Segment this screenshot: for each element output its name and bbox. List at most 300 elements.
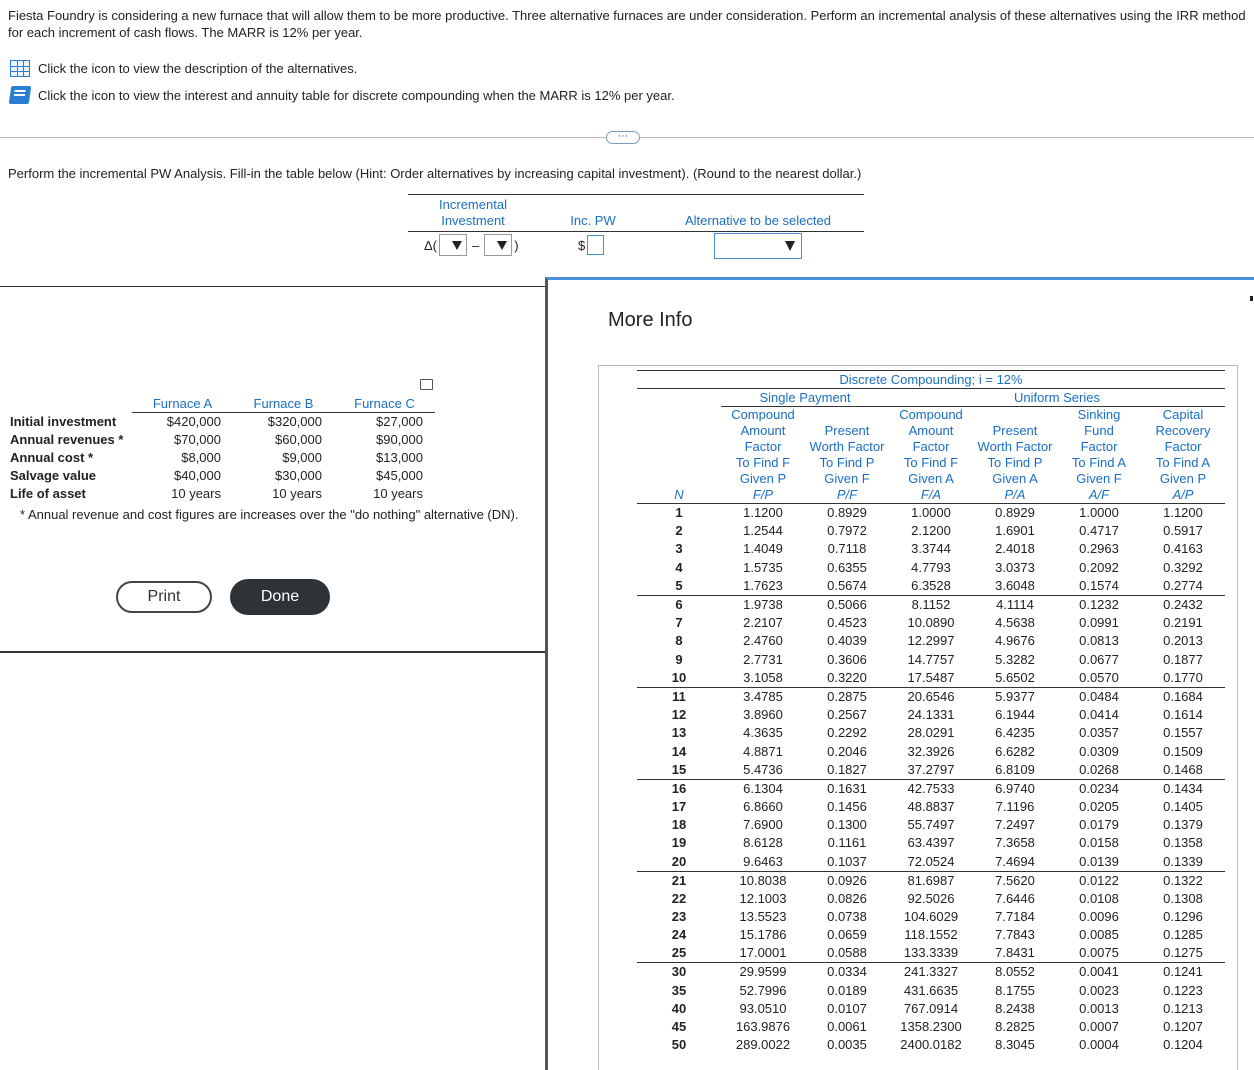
cell: $320,000 bbox=[267, 413, 322, 429]
table-row bbox=[637, 871, 1225, 890]
interest-table-link-text[interactable]: Click the icon to view the interest and annuity table for discrete compounding when the MARR is 12% per year. bbox=[38, 87, 675, 103]
header-line: Factor bbox=[912, 439, 950, 454]
incremental-investment-cell bbox=[424, 234, 519, 256]
corner-cell bbox=[10, 395, 132, 412]
factor-cell: 0.7972 bbox=[827, 523, 867, 539]
blank bbox=[637, 389, 721, 407]
annual-cost-row bbox=[10, 448, 435, 466]
table-row bbox=[637, 706, 1225, 724]
factor-cell: 6.1304 bbox=[721, 779, 805, 798]
period-cell: 19 bbox=[671, 835, 687, 851]
factor-cell: 2.4760 bbox=[743, 633, 783, 649]
inc-pw-input[interactable] bbox=[587, 235, 604, 255]
factor-header bbox=[889, 407, 973, 504]
factor-cell: 6.8660 bbox=[743, 798, 783, 814]
dollar-sign: $ bbox=[578, 237, 586, 253]
cell: $40,000 bbox=[174, 467, 221, 483]
inc-pw-cell bbox=[578, 235, 604, 255]
factor-cell: 7.7843 bbox=[995, 927, 1035, 943]
factor-cell: 8.2825 bbox=[995, 1019, 1035, 1035]
factor-cell: 8.3045 bbox=[995, 1037, 1035, 1053]
factor-cell: 0.0268 bbox=[1079, 761, 1119, 777]
factor-cell: 5.4736 bbox=[743, 761, 783, 777]
factor-cell: 0.6355 bbox=[827, 559, 867, 575]
factor-cell: 0.1207 bbox=[1163, 1019, 1203, 1035]
factor-cell: 6.3528 bbox=[911, 577, 951, 593]
factor-header bbox=[805, 407, 889, 504]
factor-cell: 0.0334 bbox=[805, 963, 889, 982]
factor-cell: 81.6987 bbox=[889, 871, 973, 890]
factor-cell: 7.7184 bbox=[995, 909, 1035, 924]
period-cell: 24 bbox=[671, 927, 687, 943]
period-cell: 45 bbox=[671, 1019, 687, 1035]
header-line: Fund bbox=[1084, 423, 1114, 438]
period-cell: 14 bbox=[671, 743, 687, 759]
factor-cell: 13.5523 bbox=[739, 909, 787, 924]
inc-table-bottom-rule bbox=[408, 231, 864, 232]
factor-cell: 0.0357 bbox=[1079, 725, 1119, 741]
factor-cell: 0.0023 bbox=[1079, 982, 1119, 998]
table-row bbox=[637, 981, 1225, 999]
period-cell: 6 bbox=[637, 595, 721, 614]
table-row bbox=[637, 669, 1225, 688]
book-icon[interactable] bbox=[9, 86, 32, 104]
factor-cell: 1.5735 bbox=[743, 559, 783, 575]
factor-cell: 241.3327 bbox=[889, 963, 973, 982]
table-row bbox=[637, 577, 1225, 596]
table-row bbox=[637, 1000, 1225, 1018]
header-line: Factor bbox=[1164, 439, 1202, 454]
more-button[interactable]: ⋯ bbox=[606, 131, 640, 144]
table-row bbox=[637, 890, 1225, 908]
factor-header bbox=[721, 407, 805, 504]
dash: – bbox=[472, 237, 480, 253]
factor-cell: 5.6502 bbox=[995, 669, 1035, 685]
factor-cell: 0.3220 bbox=[827, 669, 867, 685]
factor-cell: 2.2107 bbox=[743, 615, 783, 631]
factor-cell: 12.2997 bbox=[907, 633, 955, 649]
factor-cell: 0.0007 bbox=[1079, 1019, 1119, 1035]
factor-cell: 2400.0182 bbox=[900, 1037, 962, 1053]
popup-title: More Info bbox=[608, 309, 693, 331]
factor-cell: 0.4039 bbox=[827, 633, 867, 649]
factor-cell: 3.0373 bbox=[995, 559, 1035, 575]
factor-cell: 7.4694 bbox=[995, 853, 1035, 869]
factor-cell: 0.3606 bbox=[827, 651, 867, 667]
factor-cell: 0.0085 bbox=[1079, 927, 1119, 943]
factor-cell: 0.2963 bbox=[1079, 541, 1119, 557]
factor-cell: 0.3292 bbox=[1163, 559, 1203, 575]
header-line: To Find A bbox=[1155, 455, 1211, 470]
factor-cell: 37.2797 bbox=[907, 761, 955, 777]
factor-cell: 3.1058 bbox=[743, 669, 783, 685]
table-row bbox=[637, 779, 1225, 798]
factor-cell: 0.0139 bbox=[1079, 853, 1119, 869]
table-title: Discrete Compounding; i = 12% bbox=[637, 371, 1225, 389]
factor-cell: 0.0004 bbox=[1079, 1037, 1119, 1053]
table-row bbox=[637, 926, 1225, 944]
interest-table-link-row[interactable] bbox=[10, 86, 675, 104]
table-row bbox=[637, 834, 1225, 852]
cell: $27,000 bbox=[376, 413, 423, 429]
print-button[interactable]: Print bbox=[116, 581, 212, 613]
instruction-text: Perform the incremental PW Analysis. Fill-in the table below (Hint: Order alternatives by increasing capital investment). (Round to the nearest dollar.) bbox=[8, 166, 862, 181]
factor-cell: 0.1213 bbox=[1163, 1000, 1203, 1016]
factor-cell: 0.2013 bbox=[1163, 633, 1203, 649]
factor-cell: 7.8431 bbox=[995, 945, 1035, 961]
factor-cell: 29.9599 bbox=[721, 963, 805, 982]
table-row bbox=[637, 742, 1225, 760]
header-line: Worth Factor bbox=[809, 439, 885, 454]
factor-cell: 1.7623 bbox=[743, 577, 783, 593]
header-line: Capital bbox=[1162, 407, 1204, 422]
period-cell: 1 bbox=[637, 504, 721, 523]
factor-cell: 0.0234 bbox=[1057, 779, 1141, 798]
factor-cell: 0.1877 bbox=[1163, 651, 1203, 667]
header-line: Amount bbox=[908, 423, 954, 438]
cell: 10 years bbox=[373, 485, 423, 501]
factor-cell: 3.4785 bbox=[721, 687, 805, 706]
table-row bbox=[637, 650, 1225, 668]
uniform-series-header: Uniform Series bbox=[889, 389, 1225, 407]
period-cell: 35 bbox=[671, 982, 687, 998]
factor-cell: 1.1200 bbox=[1141, 504, 1225, 523]
header-line: P/A bbox=[1004, 487, 1026, 502]
factor-cell: 0.1468 bbox=[1163, 761, 1203, 777]
factor-cell: 20.6546 bbox=[889, 687, 973, 706]
factor-cell: 0.1405 bbox=[1163, 798, 1203, 814]
header-line: F/P bbox=[752, 487, 774, 502]
alternative-from-select[interactable] bbox=[439, 234, 467, 256]
furnace-c-header: Furnace C bbox=[334, 395, 435, 412]
factor-cell: 1358.2300 bbox=[900, 1019, 962, 1035]
alternatives-link-text[interactable]: Click the icon to view the description of the alternatives. bbox=[38, 61, 358, 76]
cell: $90,000 bbox=[376, 431, 423, 447]
factor-cell: 8.2438 bbox=[995, 1000, 1035, 1016]
period-cell: 3 bbox=[675, 541, 683, 557]
factor-cell: 0.1241 bbox=[1141, 963, 1225, 982]
factor-cell: 14.7757 bbox=[907, 651, 955, 667]
factor-cell: 0.1296 bbox=[1163, 909, 1203, 924]
factor-cell: 104.6029 bbox=[903, 909, 959, 924]
factor-cell: 0.0309 bbox=[1079, 743, 1119, 759]
factor-cell: 0.1037 bbox=[827, 853, 867, 869]
row-label: Initial investment bbox=[10, 413, 117, 429]
table-row bbox=[637, 595, 1225, 614]
header-line: Worth Factor bbox=[977, 439, 1053, 454]
factor-cell: 93.0510 bbox=[739, 1000, 787, 1016]
factor-cell: 0.1456 bbox=[827, 798, 867, 814]
table-row bbox=[637, 798, 1225, 816]
factor-cell: 0.1827 bbox=[827, 761, 867, 777]
factor-cell: 0.0414 bbox=[1079, 706, 1119, 722]
left-panel-top-border bbox=[0, 286, 546, 287]
factor-cell: 0.1232 bbox=[1057, 595, 1141, 614]
factor-cell: 0.0738 bbox=[827, 909, 867, 924]
factor-cell: 8.1755 bbox=[995, 982, 1035, 998]
header-line: Compound bbox=[731, 407, 795, 422]
factor-cell: 0.0179 bbox=[1079, 817, 1119, 833]
factor-cell: 0.1223 bbox=[1163, 982, 1203, 998]
factor-cell: 0.7118 bbox=[827, 541, 867, 557]
factor-cell: 3.8960 bbox=[743, 706, 783, 722]
furnace-b-header: Furnace B bbox=[233, 395, 334, 412]
factor-cell: 42.7533 bbox=[889, 779, 973, 798]
factor-cell: 0.0659 bbox=[827, 927, 867, 943]
factor-cell: 0.1434 bbox=[1141, 779, 1225, 798]
factor-cell: 3.6048 bbox=[995, 577, 1035, 593]
factor-cell: 0.2191 bbox=[1163, 615, 1203, 631]
factor-cell: 0.2567 bbox=[827, 706, 867, 722]
inc-pw-header: Inc. PW bbox=[570, 213, 616, 228]
factor-cell: 0.1308 bbox=[1163, 890, 1203, 906]
life-of-asset-row bbox=[10, 484, 435, 502]
header-line: Compound bbox=[899, 407, 963, 422]
factor-cell: 0.0013 bbox=[1079, 1000, 1119, 1016]
factor-cell: 8.1152 bbox=[889, 595, 973, 614]
period-cell: 13 bbox=[671, 725, 687, 741]
cell: $60,000 bbox=[275, 431, 322, 447]
header-line: Investment bbox=[441, 213, 505, 228]
furnace-table bbox=[10, 395, 530, 502]
period-cell: 16 bbox=[637, 779, 721, 798]
factor-cell: 2.7731 bbox=[743, 651, 783, 667]
factor-cell: 72.0524 bbox=[907, 853, 955, 869]
alternatives-link-row[interactable] bbox=[10, 60, 357, 77]
period-cell: 9 bbox=[675, 651, 683, 667]
factor-cell: 10.0890 bbox=[907, 615, 955, 631]
n-header: N bbox=[637, 407, 721, 504]
table-row bbox=[637, 853, 1225, 872]
factor-cell: 17.0001 bbox=[739, 945, 787, 961]
table-row bbox=[637, 816, 1225, 834]
period-cell: 17 bbox=[671, 798, 687, 814]
header-line bbox=[973, 407, 1057, 423]
factor-cell: 5.3282 bbox=[995, 651, 1035, 667]
copy-icon[interactable] bbox=[420, 379, 433, 390]
factor-cell: 0.5917 bbox=[1163, 523, 1203, 539]
header-line: A/P bbox=[1172, 487, 1194, 502]
table-row bbox=[637, 504, 1225, 523]
factor-cell: 0.2432 bbox=[1141, 595, 1225, 614]
factor-cell: 0.1204 bbox=[1163, 1037, 1203, 1053]
table-row bbox=[637, 522, 1225, 540]
alternative-to-select[interactable] bbox=[484, 234, 512, 256]
factor-cell: 0.0826 bbox=[827, 890, 867, 906]
header-line: Recovery bbox=[1155, 423, 1211, 438]
table-row bbox=[637, 687, 1225, 706]
factor-cell: 4.5638 bbox=[995, 615, 1035, 631]
left-panel-bottom-border bbox=[0, 651, 546, 653]
header-line: Given P bbox=[1159, 471, 1207, 486]
header-line: To Find F bbox=[735, 455, 791, 470]
factor-cell: 0.0035 bbox=[827, 1037, 867, 1053]
factor-cell: 7.6900 bbox=[743, 817, 783, 833]
factor-cell: 0.0108 bbox=[1079, 890, 1119, 906]
factor-cell: 15.1786 bbox=[739, 927, 787, 943]
header-line: F/A bbox=[920, 487, 942, 502]
factor-cell: 6.6282 bbox=[995, 743, 1035, 759]
factor-cell: 1.1200 bbox=[721, 504, 805, 523]
table-row bbox=[637, 944, 1225, 963]
factor-cell: 2.4018 bbox=[995, 541, 1035, 557]
factor-cell: 1.0000 bbox=[889, 504, 973, 523]
factor-cell: 1.2544 bbox=[743, 523, 783, 539]
factor-cell: 1.6901 bbox=[995, 523, 1035, 539]
factor-cell: 0.0189 bbox=[827, 982, 867, 998]
factor-cell: 0.2875 bbox=[805, 687, 889, 706]
factor-cell: 0.1574 bbox=[1079, 577, 1119, 593]
edge-mark bbox=[1250, 296, 1253, 301]
factor-cell: 0.1358 bbox=[1163, 835, 1203, 851]
problem-statement: Fiesta Foundry is considering a new furnace that will allow them to be more productive. Three alternative furnaces are under consideration. Perform an incremental analysis of these alternatives using the IRR method for each increment of cash flows. The MARR is 12% per year. bbox=[8, 8, 1246, 40]
group-row bbox=[637, 389, 1225, 407]
table-row bbox=[637, 908, 1225, 926]
annual-revenues-row bbox=[10, 430, 435, 448]
row-label: Salvage value bbox=[10, 467, 96, 483]
alternative-selected-header: Alternative to be selected bbox=[685, 213, 831, 228]
table-row bbox=[637, 1036, 1225, 1054]
factor-cell: 0.1300 bbox=[827, 817, 867, 833]
row-label: Annual cost * bbox=[10, 449, 94, 465]
table-row bbox=[637, 963, 1225, 982]
salvage-value-row bbox=[10, 466, 435, 484]
header-line: Amount bbox=[740, 423, 786, 438]
factor-cell: 4.3635 bbox=[743, 725, 783, 741]
factor-cell: 0.0061 bbox=[827, 1019, 867, 1035]
factor-cell: 118.1552 bbox=[904, 927, 958, 943]
factor-cell: 431.6635 bbox=[903, 982, 959, 998]
cell: 10 years bbox=[171, 485, 221, 501]
header-line: To Find A bbox=[1071, 455, 1127, 470]
factor-cell: 9.6463 bbox=[743, 853, 783, 869]
factor-cell: 0.4717 bbox=[1079, 523, 1119, 539]
period-cell: 7 bbox=[675, 615, 683, 631]
factor-cell: 12.1003 bbox=[739, 890, 787, 906]
factor-cell: 6.9740 bbox=[973, 779, 1057, 798]
cell: $70,000 bbox=[174, 431, 221, 447]
factor-cell: 32.3926 bbox=[907, 743, 955, 759]
factor-cell: 0.0991 bbox=[1079, 615, 1119, 631]
header-line: Given F bbox=[1076, 471, 1122, 486]
header-line: To Find F bbox=[903, 455, 959, 470]
row-label: Annual revenues * bbox=[10, 431, 124, 447]
factor-cell: 0.0158 bbox=[1079, 835, 1119, 851]
alternative-selected-dropdown[interactable] bbox=[714, 233, 802, 259]
factor-cell: 6.8109 bbox=[995, 761, 1035, 777]
factor-cell: 0.1631 bbox=[805, 779, 889, 798]
factor-cell: 0.0205 bbox=[1079, 798, 1119, 814]
period-cell: 20 bbox=[671, 853, 687, 869]
header-line: Given A bbox=[908, 471, 954, 486]
factor-cell: 0.1379 bbox=[1163, 817, 1203, 833]
factor-cell: 7.5620 bbox=[973, 871, 1057, 890]
cell: $8,000 bbox=[181, 449, 221, 465]
factor-cell: 0.0484 bbox=[1057, 687, 1141, 706]
factor-cell: 4.7793 bbox=[911, 559, 951, 575]
factor-cell: 28.0291 bbox=[907, 725, 955, 741]
factor-cell: 0.1684 bbox=[1141, 687, 1225, 706]
factor-cell: 0.1557 bbox=[1163, 725, 1203, 741]
factor-cell: 8.6128 bbox=[743, 835, 783, 851]
factor-cell: 7.3658 bbox=[995, 835, 1035, 851]
factor-cell: 0.1339 bbox=[1163, 853, 1203, 869]
factor-cell: 0.2774 bbox=[1163, 577, 1203, 593]
period-cell: 23 bbox=[671, 909, 687, 924]
factor-cell: 0.0096 bbox=[1079, 909, 1119, 924]
factor-cell: 0.8929 bbox=[973, 504, 1057, 523]
period-cell: 30 bbox=[637, 963, 721, 982]
factor-cell: 0.2046 bbox=[827, 743, 867, 759]
factor-cell: 10.8038 bbox=[721, 871, 805, 890]
factor-cell: 0.5066 bbox=[805, 595, 889, 614]
cell: $45,000 bbox=[376, 467, 423, 483]
cell: 10 years bbox=[272, 485, 322, 501]
factor-cell: 0.1614 bbox=[1163, 706, 1203, 722]
initial-investment-row bbox=[10, 412, 435, 430]
header-line: Given P bbox=[739, 471, 787, 486]
factor-cell: 4.9676 bbox=[995, 633, 1035, 649]
factor-cell: 0.1285 bbox=[1163, 927, 1203, 943]
period-cell: 5 bbox=[675, 577, 683, 593]
factor-cell: 4.1114 bbox=[973, 595, 1057, 614]
done-button[interactable]: Done bbox=[230, 579, 330, 615]
period-cell: 8 bbox=[675, 633, 683, 649]
furnace-a-header: Furnace A bbox=[132, 395, 233, 412]
factor-cell: 0.4523 bbox=[827, 615, 867, 631]
period-cell: 25 bbox=[671, 945, 687, 961]
header-line: Present bbox=[992, 423, 1038, 438]
factor-header bbox=[1057, 407, 1141, 504]
header-line: To Find P bbox=[819, 455, 875, 470]
period-cell: 50 bbox=[671, 1037, 687, 1053]
factor-cell: 289.0022 bbox=[735, 1037, 791, 1053]
factor-cell: 0.4163 bbox=[1163, 541, 1203, 557]
row-label: Life of asset bbox=[10, 485, 86, 501]
factor-cell: 0.0122 bbox=[1057, 871, 1141, 890]
factor-cell: 0.5674 bbox=[827, 577, 867, 593]
table-row bbox=[637, 559, 1225, 577]
factor-cell: 163.9876 bbox=[735, 1019, 791, 1035]
furnace-header-row bbox=[10, 395, 435, 412]
factor-cell: 0.1275 bbox=[1163, 945, 1203, 961]
factor-header bbox=[1141, 407, 1225, 504]
table-icon[interactable] bbox=[10, 60, 30, 77]
table-row bbox=[637, 540, 1225, 558]
cell: $9,000 bbox=[282, 449, 322, 465]
period-cell: 10 bbox=[671, 669, 687, 685]
factor-cell: 2.1200 bbox=[911, 523, 951, 539]
factor-cell: 4.8871 bbox=[743, 743, 783, 759]
factor-cell: 0.1322 bbox=[1141, 871, 1225, 890]
factor-cell: 8.0552 bbox=[973, 963, 1057, 982]
factor-cell: 0.2292 bbox=[827, 725, 867, 741]
factor-cell: 0.8929 bbox=[805, 504, 889, 523]
factor-cell: 5.9377 bbox=[973, 687, 1057, 706]
header-line: Sinking bbox=[1077, 407, 1121, 422]
single-payment-header: Single Payment bbox=[721, 389, 889, 407]
factor-cell: 6.1944 bbox=[995, 706, 1035, 722]
factor-cell: 0.0677 bbox=[1079, 651, 1119, 667]
factor-cell: 92.5026 bbox=[907, 890, 955, 906]
factor-cell: 0.1509 bbox=[1163, 743, 1203, 759]
factor-cell: 7.2497 bbox=[995, 817, 1035, 833]
factor-cell: 0.0588 bbox=[827, 945, 867, 961]
factor-cell: 0.0570 bbox=[1079, 669, 1119, 685]
table-row bbox=[637, 632, 1225, 650]
table-title-row bbox=[637, 371, 1225, 389]
header-line: A/F bbox=[1088, 487, 1110, 502]
